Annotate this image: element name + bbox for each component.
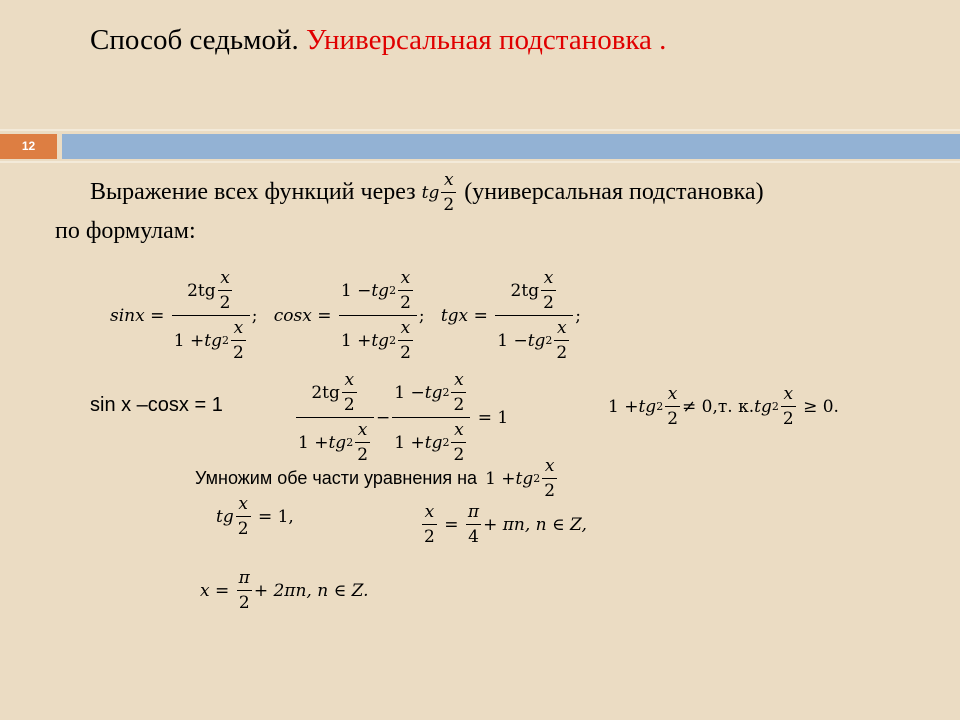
nonzero-condition: 1 + tg 2 $\frac{x}{2}$ ≠ 0, т. к. tg 2 $\frac{x}{2}$ ≥ 0. [608, 384, 839, 429]
title-accent: Универсальная подстановка . [306, 24, 667, 56]
tg-equals-one: tg $\frac{x}{2}$ = 1, [216, 494, 294, 539]
substituted-equation: 2tg $\frac{x}{2}$ 1 + tg 2 $\frac{x}{2}$ − 1 − tg 2 $\frac{x}{2}$ 1 + tg 2 $\frac{x}{2}$ = 1 [298, 370, 509, 465]
header-bar [62, 134, 960, 159]
divider-top [0, 129, 960, 131]
multiply-line: Умножим обе части уравнения на 1 + tg 2 $\frac{x}{2}$ [195, 456, 556, 501]
tg-label: tg [421, 182, 440, 203]
divider-bottom [0, 161, 960, 163]
intro-text-after: (универсальная подстановка) [464, 179, 764, 205]
formulas-row: sinx = 2tg $\frac{x}{2}$ 1 + tg 2 $\frac{x}{2}$ ; cosx = 1 − tg 2 $\frac{x}{2}$ 1 + tg 2 $\frac{x}{2}$ ; tgx = 2tg $\frac{x}{2}$ 1 − tg 2 $\frac{x}{2}$ ; [110, 268, 581, 363]
title-method: Способ седьмой. [90, 24, 299, 56]
half-x-solution: $\frac{x}{2}$ = $\frac{\pi}{4}$ + πn, n ∈ Z, [424, 502, 587, 547]
slide-title [90, 24, 666, 57]
equation-label: sin x –cosx = 1 [90, 394, 223, 416]
cos-fraction: 1 − tg 2 $\frac{x}{2}$ 1 + tg 2 $\frac{x}{2}$ [339, 268, 417, 363]
slide-number-badge: 12 [0, 134, 57, 159]
intro-line1 [90, 170, 764, 215]
sin-fraction: 2tg $\frac{x}{2}$ 1 + tg 2 $\frac{x}{2}$ [172, 268, 250, 363]
intro-text-before: Выражение всех функций через [90, 179, 416, 205]
tg-fraction: 2tg $\frac{x}{2}$ 1 − tg 2 $\frac{x}{2}$ [495, 268, 573, 363]
intro-line2: по формулам: [55, 218, 196, 244]
x-over-2: $\frac{x}{2}$ [443, 170, 455, 215]
x-solution: x = $\frac{\pi}{2}$ + 2πn, n ∈ Z. [200, 568, 369, 613]
